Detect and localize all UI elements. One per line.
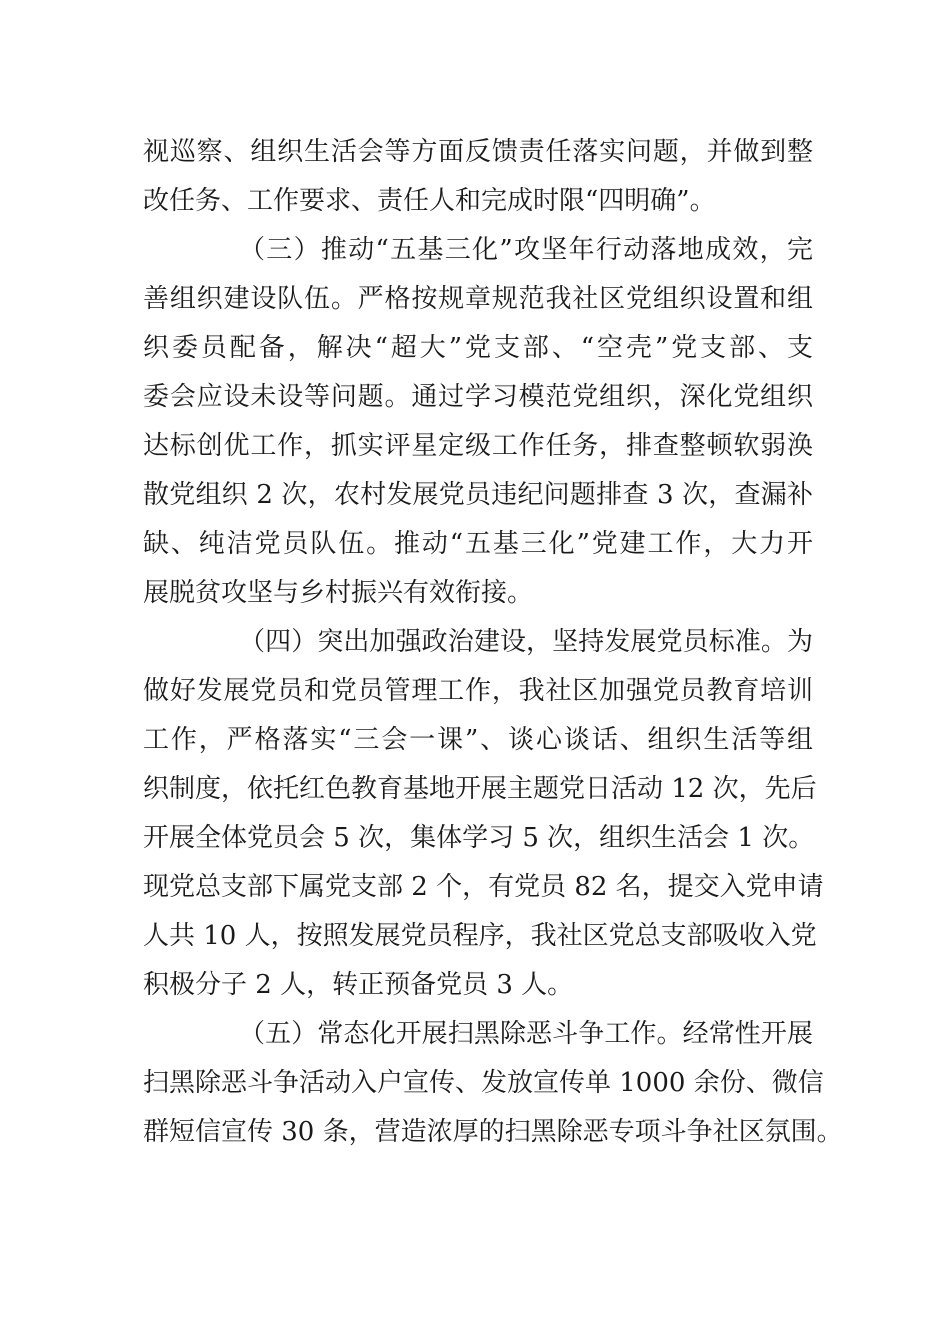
text-line: 善组织建设队伍。严格按规章规范我社区党组织设置和组 <box>143 284 813 314</box>
text-line: 群短信宣传 30 条，营造浓厚的扫黑除恶专项斗争社区氛围。 <box>143 1117 843 1147</box>
text-line: 达标创优工作，抓实评星定级工作任务，排查整顿软弱涣 <box>143 431 813 461</box>
text-line: 做好发展党员和党员管理工作，我社区加强党员教育培训 <box>143 676 813 706</box>
text-line: 展脱贫攻坚与乡村振兴有效衔接。 <box>143 578 534 608</box>
text-line: 缺、纯洁党员队伍。推动“五基三化”党建工作，大力开 <box>143 529 813 559</box>
section-heading-line: （四）突出加强政治建设，坚持发展党员标准。为 <box>239 627 813 657</box>
text-line: 工作，严格落实“三会一课”、谈心谈话、组织生活等组 <box>143 725 813 755</box>
text-line: 散党组织 2 次，农村发展党员违纪问题排查 3 次，查漏补 <box>143 480 813 510</box>
text-line: 人共 10 人，按照发展党员程序，我社区党总支部吸收入党 <box>143 921 817 951</box>
text-line: 委会应设未设等问题。通过学习模范党组织，深化党组织 <box>143 382 813 412</box>
text-line: 视巡察、组织生活会等方面反馈责任落实问题，并做到整 <box>143 137 813 167</box>
text-line: 改任务、工作要求、责任人和完成时限“四明确”。 <box>143 186 716 216</box>
section-heading-line: （五）常态化开展扫黑除恶斗争工作。经常性开展 <box>239 1019 813 1049</box>
document-body <box>143 128 843 1157</box>
text-line: 现党总支部下属党支部 2 个，有党员 82 名，提交入党申请 <box>143 872 824 902</box>
text-line: 织制度，依托红色教育基地开展主题党日活动 12 次，先后 <box>143 774 817 804</box>
text-line: 开展全体党员会 5 次，集体学习 5 次，组织生活会 1 次。 <box>143 823 815 853</box>
text-line: 织委员配备，解决“超大”党支部、“空壳”党支部、支 <box>143 333 813 363</box>
section-heading-line: （三）推动“五基三化”攻坚年行动落地成效，完 <box>239 235 813 265</box>
text-line: 扫黑除恶斗争活动入户宣传、发放宣传单 1000 余份、微信 <box>143 1068 824 1098</box>
text-line: 积极分子 2 人，转正预备党员 3 人。 <box>143 970 574 1000</box>
